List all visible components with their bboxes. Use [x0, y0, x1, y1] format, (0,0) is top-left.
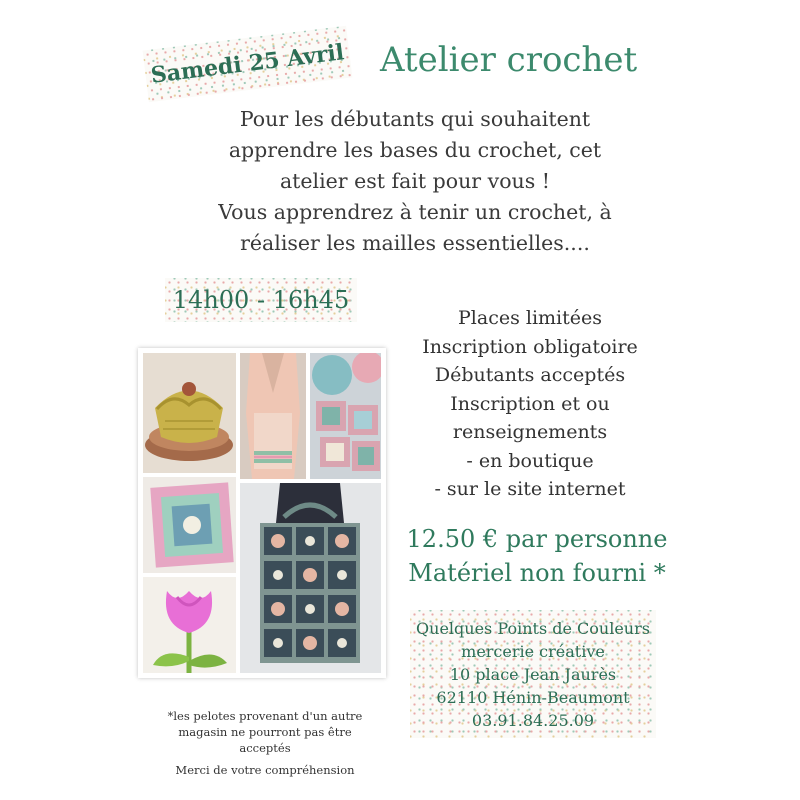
thanks-text: Merci de votre compréhension [175, 763, 355, 777]
info-list [400, 304, 660, 504]
info-line: Inscription et ou [450, 392, 610, 415]
material-note: Matériel non fourni * [408, 559, 666, 587]
info-line: - sur le site internet [434, 478, 626, 500]
shop-phone: 03.91.84.25.09 [471, 711, 595, 730]
date-text: Samedi 25 Avril [149, 39, 346, 89]
intro-line: réaliser les mailles essentielles.... [240, 231, 590, 255]
footnote-line: magasin ne pourront pas être [178, 725, 352, 739]
footnote [150, 708, 380, 778]
shop-city: 62110 Hénin-Beaumont [436, 688, 630, 707]
footnote-line: acceptés [239, 741, 291, 755]
intro-line: apprendre les bases du crochet, cet [228, 138, 602, 162]
intro-line: atelier est fait pour vous ! [279, 169, 551, 193]
intro-line: Vous apprendrez à tenir un crochet, à [218, 200, 612, 224]
granny-square-photo [143, 477, 236, 573]
date-badge [143, 26, 353, 103]
info-line: Débutants acceptés [434, 364, 626, 386]
price-block [392, 522, 682, 590]
time-text: 14h00 - 16h45 [172, 286, 350, 314]
footnote-line: *les pelotes provenant d'un autre [167, 709, 363, 723]
page-title: Atelier crochet [380, 40, 638, 80]
crochet-tulip-photo [143, 577, 236, 673]
info-line: Inscription obligatoire [422, 335, 638, 358]
intro-text [170, 104, 660, 259]
shop-type: mercerie créative [461, 642, 605, 661]
crochet-basket-photo [143, 353, 236, 473]
shop-name: Quelques Points de Couleurs [416, 619, 650, 638]
crochet-vest-photo [240, 353, 306, 479]
granny-squares-yarn-photo [310, 353, 381, 479]
time-badge [165, 278, 357, 322]
shop-street: 10 place Jean Jaurès [449, 665, 617, 684]
info-line: renseignements [452, 421, 608, 443]
price-per-person: 12.50 € par personne [406, 525, 668, 553]
photo-collage [138, 348, 386, 678]
crochet-tote-bag-photo [240, 483, 381, 673]
intro-line: Pour les débutants qui souhaitent [239, 107, 591, 131]
shop-address-badge [410, 610, 656, 738]
info-line: - en boutique [466, 449, 594, 472]
info-line: Places limitées [458, 307, 602, 329]
